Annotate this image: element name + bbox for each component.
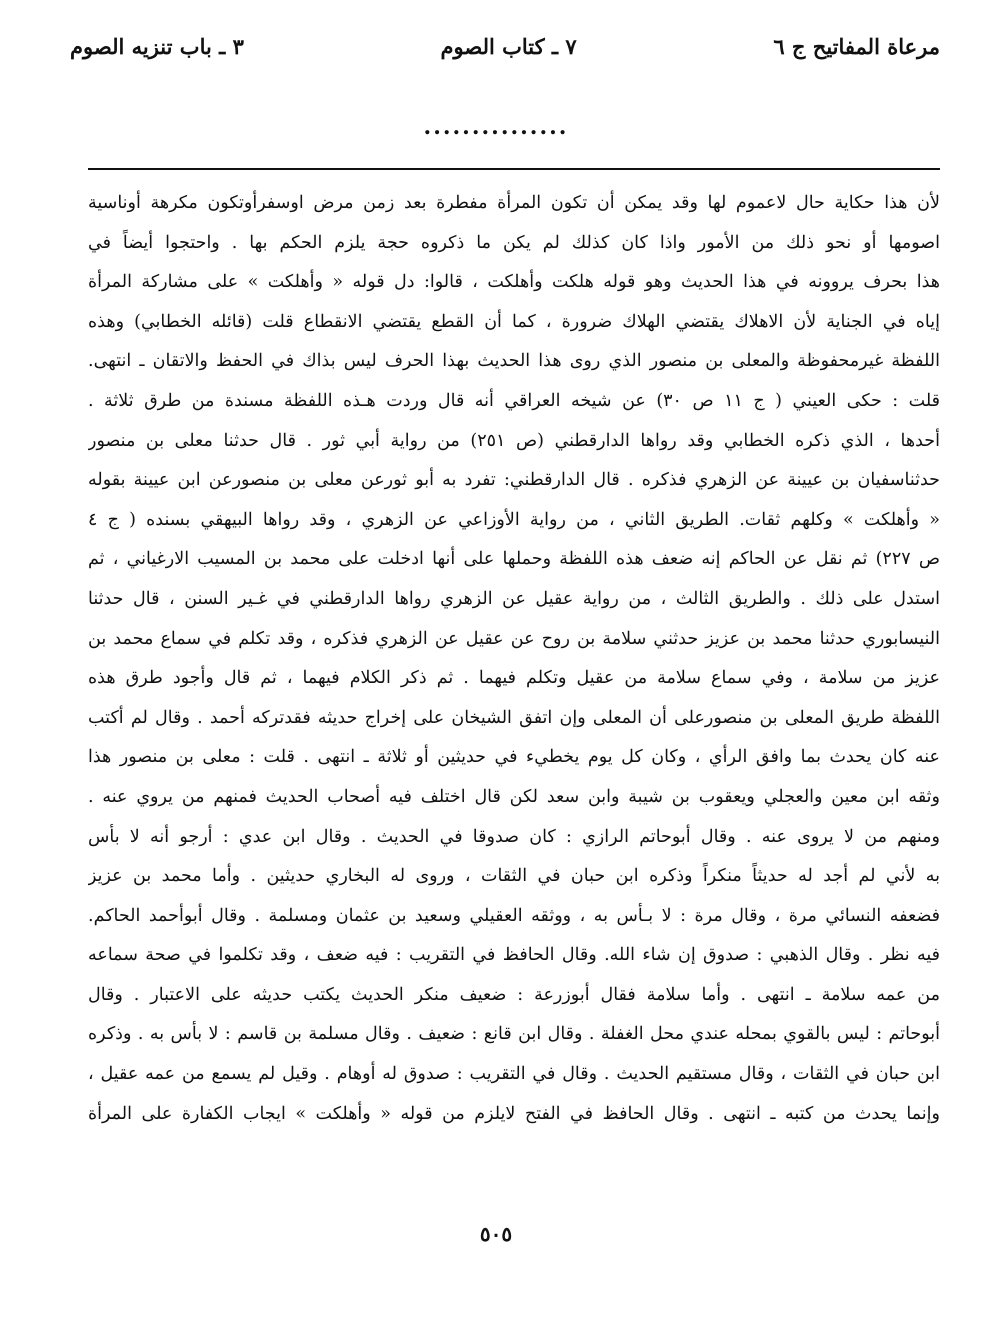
text-line-21: من عمه سلامة ـ انتهى . وأما سلامة فقال أبوزرعة : ضعيف منكر الحديث يكتب حديثه على الاعتبار . وقال (88, 984, 940, 1005)
text-line-17: ومنهم من لا يروى عنه . وقال أبوحاتم الرازي : كان صدوقا في الحديث . وقال ابن عدي : أرجو أنه لا بأس (88, 826, 940, 847)
running-header (70, 26, 940, 66)
page-number: ٥٠٥ (479, 1222, 513, 1246)
header-book-volume: مرعاة المفاتيح ج ٦ (773, 33, 940, 59)
text-line-10: ص ٢٢٧) ثم نقل عن الحاكم إنه ضعف هذه اللفظة وحملها على أنها ادخلت على محمد بن المسيب الارغياني ، ثم (88, 549, 940, 570)
text-line-13: عزيز من سلامة ، وفي سماع سلامة من عقيل وتكلم فيهما . ثم ذكر الكلام فيهما ، ثم قال وأجود طرق هذه (88, 668, 940, 689)
text-line-18: به لأني لم أجد له حديثاً منكراً وذكره ابن حبان في الثقات ، وروى له البخاري حديثين . وأما محمد بن عزيز (88, 866, 940, 887)
text-line-6: قلت : حكى العيني ( ج ١١ ص ٣٠) عن شيخه العراقي أنه قال وردت هـذه اللفظة مسندة من طرق ثلاثة . (88, 390, 940, 411)
text-line-8: حدثناسفيان بن عيينة عن الزهري فذكره . قال الدارقطني: تفرد به أبو ثورعن معلى بن منصورعن ابن عيينة بقوله (88, 470, 940, 491)
text-line-14: اللفظة طريق المعلى بن منصورعلى أن المعلى وإن اتفق الشيخان على إخراج حديثه فقدتركه أحمد . وقال لم أكتب (88, 707, 940, 728)
separator-dots: ............... (423, 114, 569, 140)
header-book-title: ٧ ـ كتاب الصوم (440, 33, 577, 59)
text-line-4: إياه في الجناية لأن الاهلاك يقتضي الهلاك ضرورة ، كما أن القطع يقتضي الانقطاع قلت (قائله الخطابي) وهذه (88, 311, 940, 332)
text-line-20: فيه نظر . وقال الذهبي : صدوق إن شاء الله. وقال الحافظ في التقريب : فيه ضعف ، وقد تكلموا في صحة سماعه (88, 945, 940, 966)
text-line-12: النيسابوري حدثنا محمد بن عزيز حدثني سلامة بن روح عن عقيل عن الزهري فذكره ، وقد تكلم في سماع محمد بن (88, 628, 940, 649)
text-line-2: اصومها أو نحو ذلك من الأمور واذا كان كذلك لم يكن ما ذكروه حجة يلزم الحكم بها . واحتجوا أيضاً في (88, 232, 940, 253)
text-line-19: فضعفه النسائي مرة ، وقال مرة : لا بـأس به ، ووثقه العقيلي وسعيد بن عثمان ومسلمة . وقال أبوأحمد الحاكم. (88, 905, 940, 926)
text-line-11: استدل على ذلك . والطريق الثالث ، من رواية عقيل عن الزهري رواها الدارقطني في غـير السنن ، قال حدثنا (88, 588, 940, 609)
text-line-1: لأن هذا حكاية حال لاعموم لها وقد يمكن أن تكون المرأة مفطرة بعد زمن مرض اوسفرأوتكون مكرهة أوناسية (88, 193, 940, 213)
header-chapter-title: ٣ ـ باب تنزيه الصوم (70, 33, 244, 59)
text-line-7: أحدها ، الذي ذكره الخطابي وقد رواها الدارقطني (ص ٢٥١) من رواية أبي ثور . قال حدثنا معلى بن منصور (88, 430, 940, 451)
header-rule (88, 168, 940, 170)
text-line-9: « وأهلكت » وكلهم ثقات. الطريق الثاني ، من رواية الأوزاعي عن الزهري ، وقد رواها البيهقي بسنده ( ج ٤ (88, 509, 940, 530)
text-line-24: وإنما يحدث من كتبه ـ انتهى . وقال الحافظ في الفتح لايلزم من قوله « وأهلكت » ايجاب الكفارة على المرأة (88, 1103, 940, 1124)
text-line-15: عنه كان يحدث بما وافق الرأي ، وكان كل يوم يخطيء في حديثين أو ثلاثة ـ انتهى . قلت : معلى بن منصور هذا (88, 747, 940, 768)
text-line-5: اللفظة غيرمحفوظة والمعلى بن منصور الذي روى هذا الحديث بهذا الحرف ليس بذاك في الحفظ والاتقان ـ انتهى. (88, 351, 940, 372)
text-line-3: هذا بحرف يروونه في هذا الحديث وهو قوله هلكت وأهلكت ، قالوا: دل قوله « وأهلكت » على مشاركة المرأة (88, 272, 940, 293)
text-line-23: ابن حبان في الثقات ، وقال مستقيم الحديث . وقال في التقريب : صدوق له أوهام . وقيل لم يسمع من عمه عقيل ، (88, 1064, 940, 1085)
text-line-16: وثقه ابن معين والعجلي ويعقوب بن شيبة وابن سعد لكن قال اختلف فيه أصحاب الحديث فمنهم من يروي عنه . (88, 786, 940, 807)
body-text (88, 184, 940, 1134)
text-line-22: أبوحاتم : ليس بالقوي بمحله عندي محل الغفلة . وقال ابن قانع : ضعيف . وقال مسلمة بن قاسم : لا بأس به . وذكره (88, 1024, 940, 1045)
